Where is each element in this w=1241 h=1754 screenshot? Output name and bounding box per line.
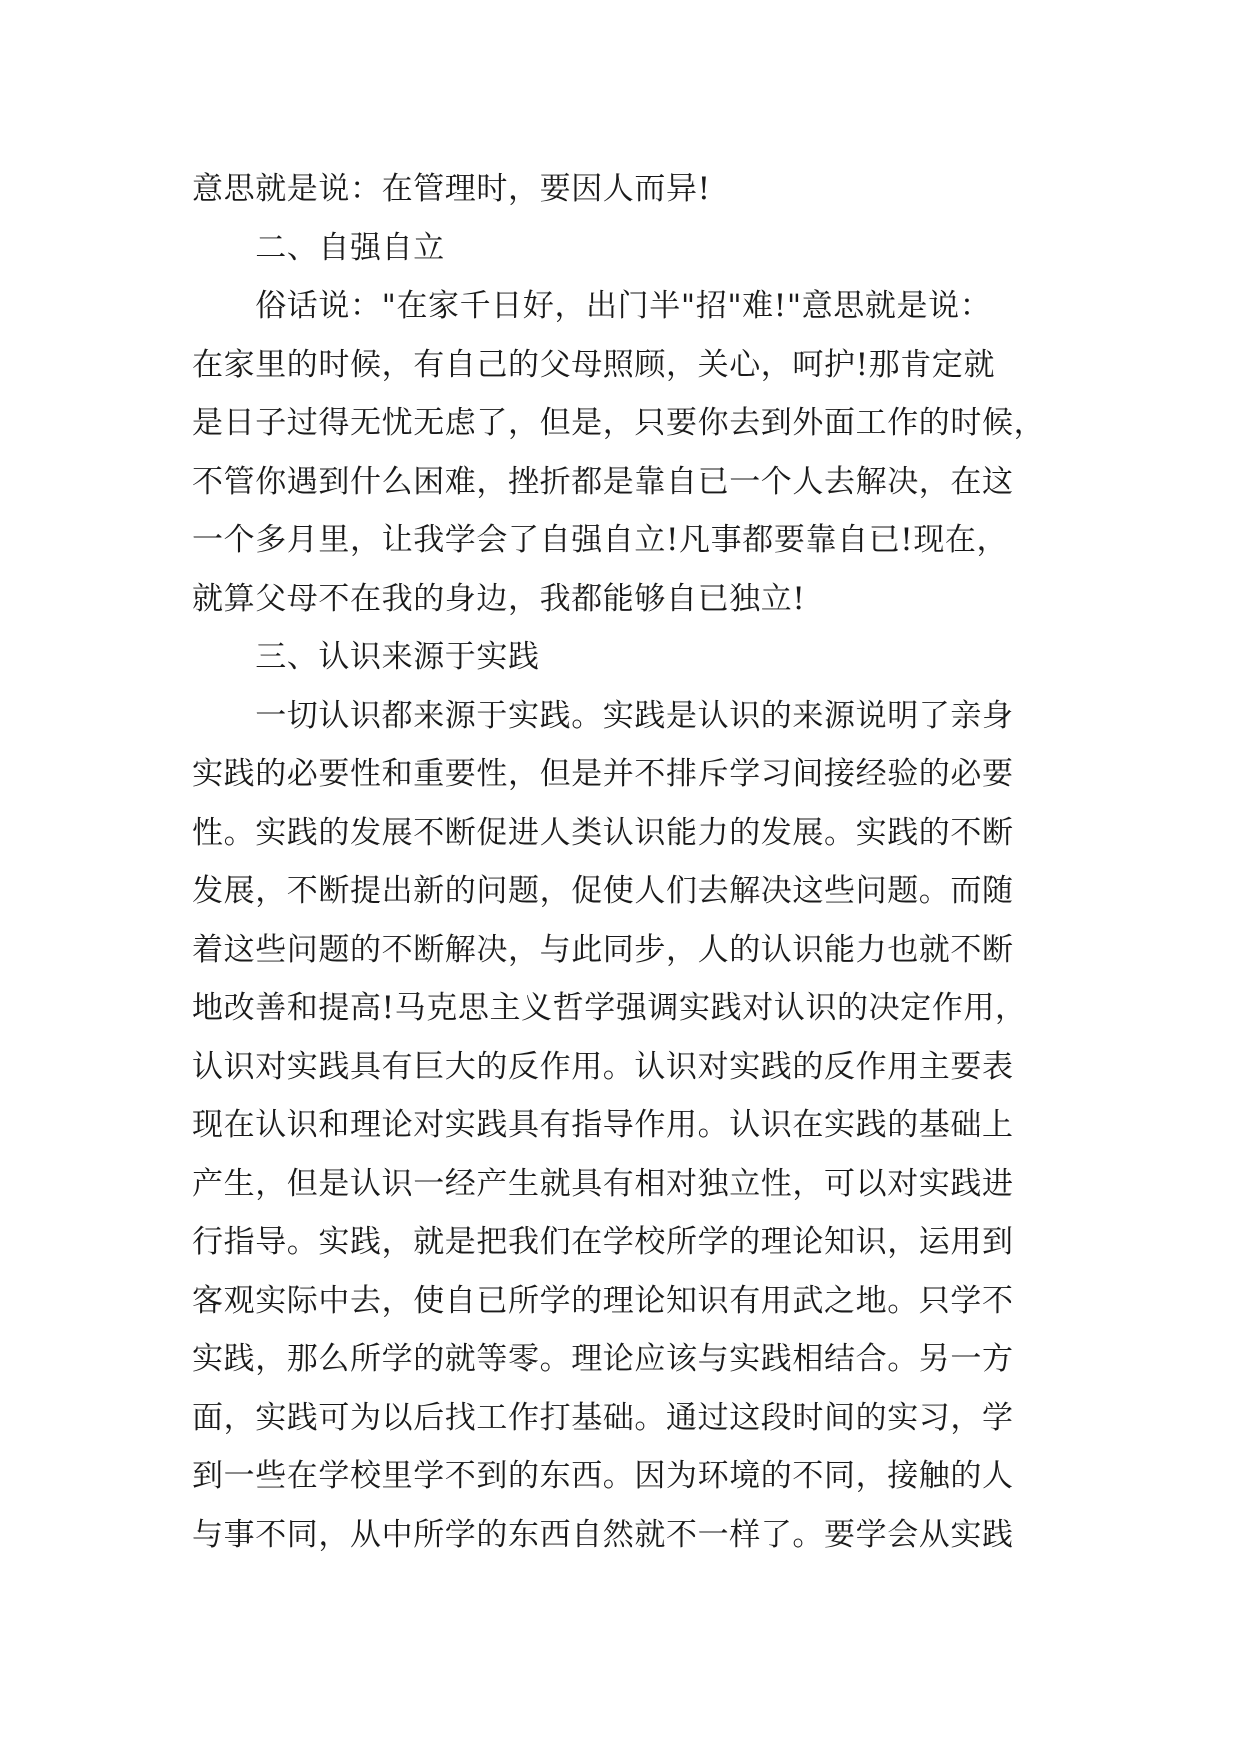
- text-line: 着这些问题的不断解决，与此同步，人的认识能力也就不断: [192, 931, 1014, 968]
- text-line: 实践，那么所学的就等零。理论应该与实践相结合。另一方: [192, 1341, 1014, 1377]
- text-line: 不管你遇到什么困难，挫折都是靠自已一个人去解决，在这: [192, 463, 1014, 500]
- text-line: 面，实践可为以后找工作打基础。通过这段时间的实习，学: [192, 1399, 1014, 1436]
- text-line: 在家里的时候，有自己的父母照顾，关心，呵护!那肯定就: [192, 346, 996, 383]
- text-line: 发展，不断提出新的问题，促使人们去解决这些问题。而随: [192, 873, 1014, 909]
- text-line: 与事不同，从中所学的东西自然就不一样了。要学会从实践: [192, 1516, 1014, 1553]
- text-line: 客观实际中去，使自已所学的理论知识有用武之地。只学不: [192, 1282, 1014, 1319]
- text-line: 性。实践的发展不断促进人类认识能力的发展。实践的不断: [192, 814, 1014, 851]
- text-line: 是日子过得无忧无虑了，但是，只要你去到外面工作的时候，: [192, 405, 1046, 441]
- text-line: 一个多月里，让我学会了自强自立!凡事都要靠自已!现在，: [192, 522, 1009, 558]
- text-line: 认识对实践具有巨大的反作用。认识对实践的反作用主要表: [192, 1048, 1014, 1085]
- text-line: 地改善和提高!马克思主义哲学强调实践对认识的决定作用，: [192, 990, 1027, 1026]
- text-line: 实践的必要性和重要性，但是并不排斥学习间接经验的必要: [192, 756, 1014, 792]
- text-line: 现在认识和理论对实践具有指导作用。认识在实践的基础上: [192, 1107, 1014, 1143]
- text-line: 意思就是说：在管理时，要因人而异!: [192, 171, 711, 207]
- section-heading: 三、认识来源于实践: [192, 639, 540, 675]
- text-line: 一切认识都来源于实践。实践是认识的来源说明了亲身: [192, 697, 1014, 734]
- section-heading: 二、自强自立: [192, 229, 445, 266]
- document-body: [192, 160, 1072, 1564]
- text-line: 俗话说："在家千日好，出门半"招"难!"意思就是说：: [192, 288, 992, 324]
- text-line: 产生，但是认识一经产生就具有相对独立性，可以对实践进: [192, 1165, 1014, 1202]
- text-line: 行指导。实践，就是把我们在学校所学的理论知识，运用到: [192, 1224, 1014, 1260]
- text-line: 到一些在学校里学不到的东西。因为环境的不同，接触的人: [192, 1458, 1014, 1494]
- text-line: 就算父母不在我的身边，我都能够自已独立!: [192, 580, 806, 617]
